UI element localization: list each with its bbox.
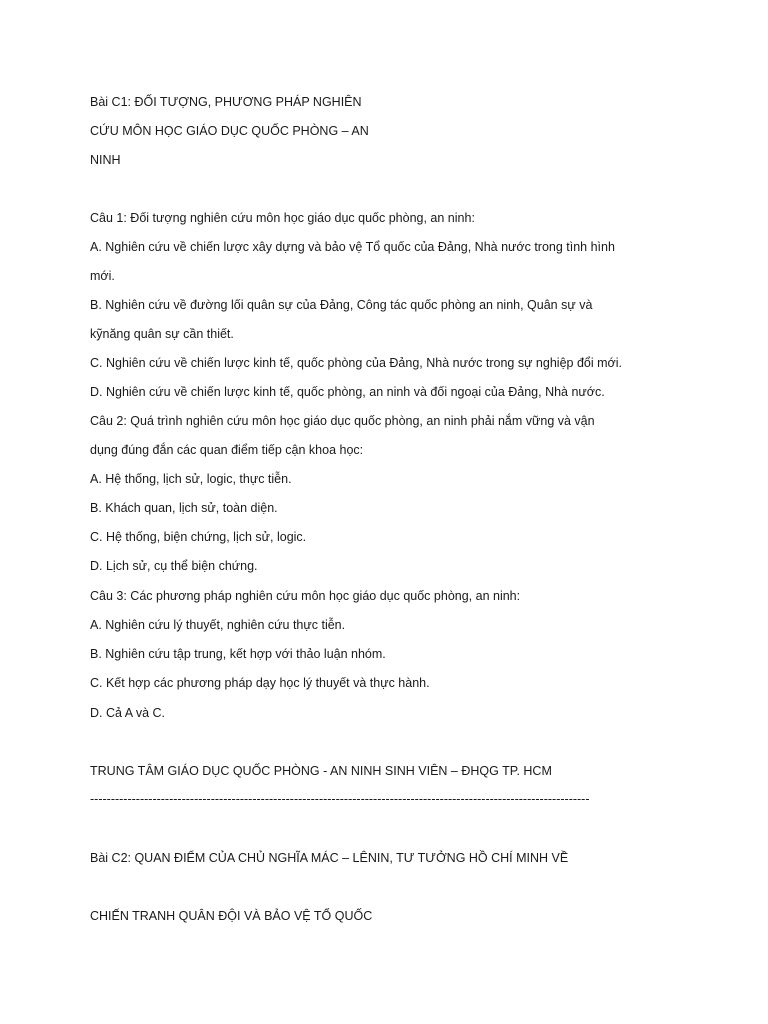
question-3-option-a: A. Nghiên cứu lý thuyết, nghiên cứu thực tiễn. <box>90 618 346 632</box>
question-1-option-a-line-1: A. Nghiên cứu về chiến lược xây dựng và bảo vệ Tổ quốc của Đảng, Nhà nước trong tình hình <box>90 240 615 254</box>
lesson-title-line-1: Bài C1: ĐỐI TƯỢNG, PHƯƠNG PHÁP NGHIÊN <box>90 95 362 109</box>
lesson-title-line-3: NINH <box>90 153 121 167</box>
question-3-option-d: D. Cả A và C. <box>90 706 166 720</box>
question-2-option-b: B. Khách quan, lịch sử, toàn diện. <box>90 501 278 515</box>
lesson-2-title-line-1: Bài C2: QUAN ĐIỂM CỦA CHỦ NGHĨA MÁC – LÊNIN, TƯ TƯỞNG HỒ CHÍ MINH VỀ <box>90 851 569 865</box>
question-1: Câu 1: Đối tượng nghiên cứu môn học giáo dục quốc phòng, an ninh: <box>90 211 475 225</box>
question-1-option-d: D. Nghiên cứu về chiến lược kinh tế, quốc phòng, an ninh và đối ngoại của Đảng, Nhà nước. <box>90 385 605 399</box>
question-3-option-b: B. Nghiên cứu tập trung, kết hợp với thảo luận nhóm. <box>90 647 386 661</box>
lesson-2-title-line-2: CHIẾN TRANH QUÂN ĐỘI VÀ BẢO VỆ TỔ QUỐC <box>90 909 373 923</box>
question-2-option-a: A. Hệ thống, lịch sử, logic, thực tiễn. <box>90 472 292 486</box>
lesson-title-line-2: CỨU MÔN HỌC GIÁO DỤC QUỐC PHÒNG – AN <box>90 124 369 138</box>
question-3: Câu 3: Các phương pháp nghiên cứu môn học giáo dục quốc phòng, an ninh: <box>90 589 521 603</box>
question-1-option-a-line-2: mới. <box>90 269 115 283</box>
question-1-option-b-line-2: kỹnăng quân sự cần thiết. <box>90 327 234 341</box>
question-2-line-1: Câu 2: Quá trình nghiên cứu môn học giáo dục quốc phòng, an ninh phải nắm vững và vận <box>90 414 595 428</box>
question-2-line-2: dụng đúng đắn các quan điểm tiếp cận khoa học: <box>90 443 364 457</box>
question-1-option-c: C. Nghiên cứu về chiến lược kinh tế, quốc phòng của Đảng, Nhà nước trong sự nghiệp đổi mới. <box>90 356 622 370</box>
section-separator: ------------------------------------------------------------------------------------------------------------------------ <box>90 792 590 806</box>
question-2-option-d: D. Lịch sử, cụ thể biện chứng. <box>90 559 258 573</box>
footer-organization: TRUNG TÂM GIÁO DỤC QUỐC PHÒNG - AN NINH SINH VIÊN – ĐHQG TP. HCM <box>90 764 552 778</box>
question-2-option-c: C. Hệ thống, biện chứng, lịch sử, logic. <box>90 530 307 544</box>
question-1-option-b-line-1: B. Nghiên cứu về đường lối quân sự của Đảng, Công tác quốc phòng an ninh, Quân sự và <box>90 298 593 312</box>
question-3-option-c: C. Kết hợp các phương pháp dạy học lý thuyết và thực hành. <box>90 676 430 690</box>
